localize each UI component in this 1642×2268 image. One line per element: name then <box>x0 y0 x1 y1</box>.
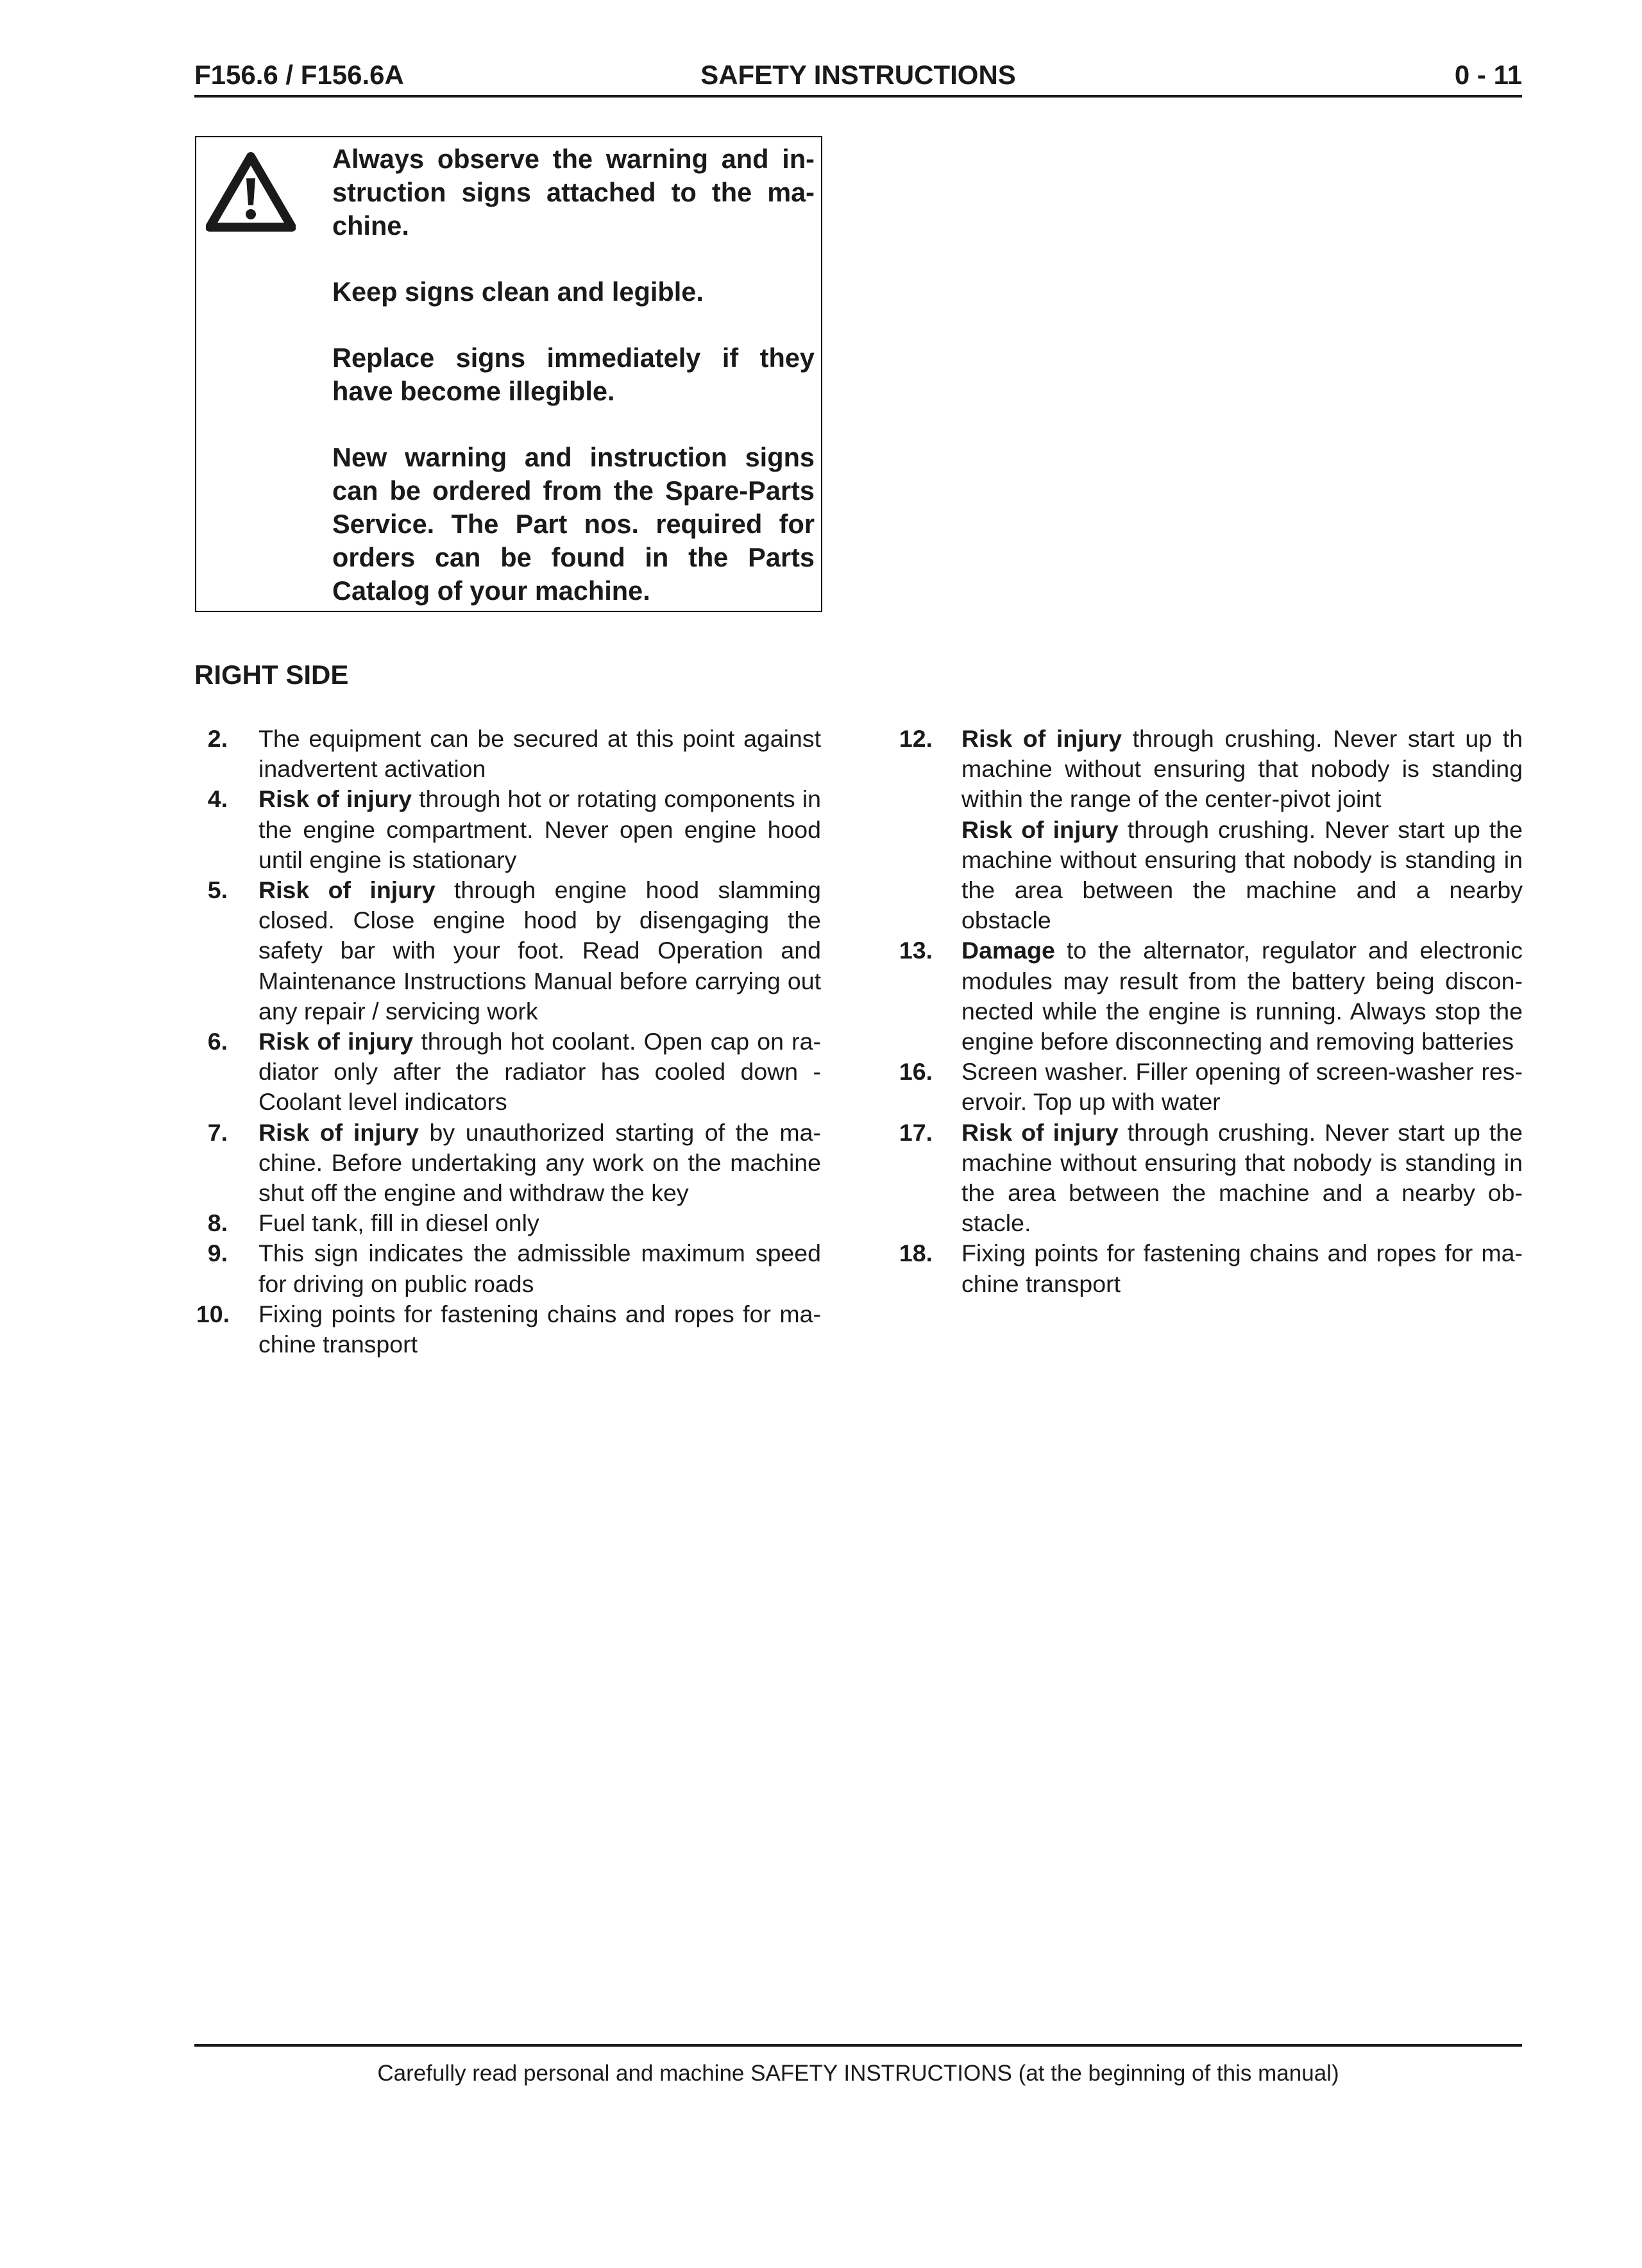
sign-number: 2. <box>207 725 228 752</box>
description-text: by unauthorized starting of the ma-chine. Before undertaking any work on the machine shut off the engine and withdraw the key <box>258 1118 821 1207</box>
warning-triangle-icon <box>206 151 296 232</box>
sign-description <box>258 1300 821 1358</box>
sign-description <box>258 876 821 1025</box>
sign-item <box>194 724 821 784</box>
description-text: Fixing points for fastening chains and ropes for ma-chine transport <box>258 1300 821 1358</box>
sign-item <box>194 784 821 875</box>
sign-number: 9. <box>207 1240 228 1267</box>
description-text: Fuel tank, fill in diesel only <box>258 1209 539 1237</box>
sign-description <box>961 1058 1523 1115</box>
model-number: F156.6 / F156.6A <box>194 60 404 90</box>
description-text: through crushing. Never start up th machine without ensuring that nobody is standing within the range of the center-pivot joint <box>961 725 1523 813</box>
footer-note: Carefully read personal and machine SAFETY INSTRUCTIONS (at the beginning of this manual) <box>377 2061 1339 2086</box>
sign-item <box>194 1027 821 1118</box>
sign-description <box>258 725 821 782</box>
page-title: SAFETY INSTRUCTIONS <box>700 60 1016 90</box>
hazard-keyword: Risk of injury <box>258 1028 414 1055</box>
sign-item <box>897 935 1523 1057</box>
hazard-keyword: Risk of injury <box>961 815 1119 843</box>
sign-description <box>961 815 1523 936</box>
hazard-keyword: Risk of injury <box>258 1118 419 1146</box>
sign-number: 10. <box>196 1300 230 1327</box>
sign-item <box>897 1238 1523 1299</box>
warning-paragraph: Always observe the warning and in-struction signs attached to the ma-chine. <box>332 144 815 241</box>
left-sign-list <box>194 724 821 1360</box>
description-text: through hot coolant. Open cap on ra-diator only after the radiator has cooled down - Coolant level indicators <box>258 1028 822 1116</box>
sign-number: 5. <box>207 876 228 904</box>
sign-number: 7. <box>207 1118 228 1146</box>
page-header <box>194 56 1522 98</box>
description-text: through crushing. Never start up the machine without ensuring that nobody is standing in the area between the machine and a nearby obstacle <box>961 815 1523 934</box>
sign-item <box>194 1299 821 1360</box>
description-text: through engine hood slamming closed. Close engine hood by disengaging the safety bar with your foot. Read Operation and Maintenance Instructions Manual before carrying out any repair / servicing work <box>258 876 821 1025</box>
hazard-keyword: Risk of injury <box>258 876 436 904</box>
sign-number: 4. <box>207 785 228 813</box>
sign-number: 6. <box>207 1028 228 1055</box>
footer-divider <box>194 2044 1522 2047</box>
sign-number: 16. <box>899 1058 933 1086</box>
sign-item <box>194 1208 821 1238</box>
section-title: RIGHT SIDE <box>194 660 349 690</box>
sign-item <box>194 1238 821 1299</box>
sign-item <box>897 724 1523 935</box>
sign-description <box>258 785 821 873</box>
sign-description <box>961 937 1523 1055</box>
sign-description <box>961 725 1523 812</box>
warning-paragraph: Replace signs immediately if they have become illegible. <box>332 343 815 406</box>
description-text: The equipment can be secured at this point against inadvertent activation <box>258 725 821 783</box>
sign-description <box>961 1240 1523 1297</box>
warning-paragraph: Keep signs clean and legible. <box>332 277 704 307</box>
description-text: Fixing points for fastening chains and ropes for ma-chine transport <box>961 1240 1523 1297</box>
hazard-keyword: Risk of injury <box>258 785 412 813</box>
right-sign-list <box>897 724 1523 1299</box>
description-text: This sign indicates the admissible maximum speed for driving on public roads <box>258 1240 821 1297</box>
description-text: through crushing. Never start up the machine without ensuring that nobody is standing in the area between the machine and a nearby ob-stacle. <box>961 1118 1523 1237</box>
hazard-keyword: Risk of injury <box>961 725 1122 752</box>
description-text: to the alternator, regulator and electronic modules may result from the battery being discon-nected while the engine is running. Always stop the engine before disconnecting and removing batteries <box>961 937 1523 1055</box>
sign-description <box>961 1119 1523 1237</box>
sign-number: 17. <box>899 1118 933 1146</box>
sign-number: 13. <box>899 937 933 964</box>
warning-box <box>195 136 822 612</box>
sign-number: 8. <box>207 1209 228 1237</box>
sign-number: 12. <box>899 725 933 752</box>
sign-description <box>258 1028 821 1115</box>
warning-paragraph: New warning and instruction signs can be ordered from the Spare-Parts Service. The Part nos. required for orders can be found in the Parts Catalog of your machine. <box>332 442 815 606</box>
sign-item <box>194 1118 821 1209</box>
description-text: through hot or rotating components in the engine compartment. Never open engine hood until engine is stationary <box>258 785 822 873</box>
description-text: Screen washer. Filler opening of screen-washer res-ervoir. Top up with water <box>961 1058 1523 1116</box>
sign-description <box>258 1119 821 1206</box>
sign-item <box>194 875 821 1027</box>
sign-number: 18. <box>899 1240 933 1267</box>
warning-text <box>332 142 815 608</box>
sign-description <box>258 1209 539 1236</box>
sign-item <box>897 1118 1523 1239</box>
hazard-keyword: Damage <box>961 937 1055 964</box>
sign-description <box>258 1240 821 1297</box>
page-number: 0 - 11 <box>1454 60 1522 90</box>
sign-item <box>897 1057 1523 1117</box>
hazard-keyword: Risk of injury <box>961 1118 1119 1146</box>
